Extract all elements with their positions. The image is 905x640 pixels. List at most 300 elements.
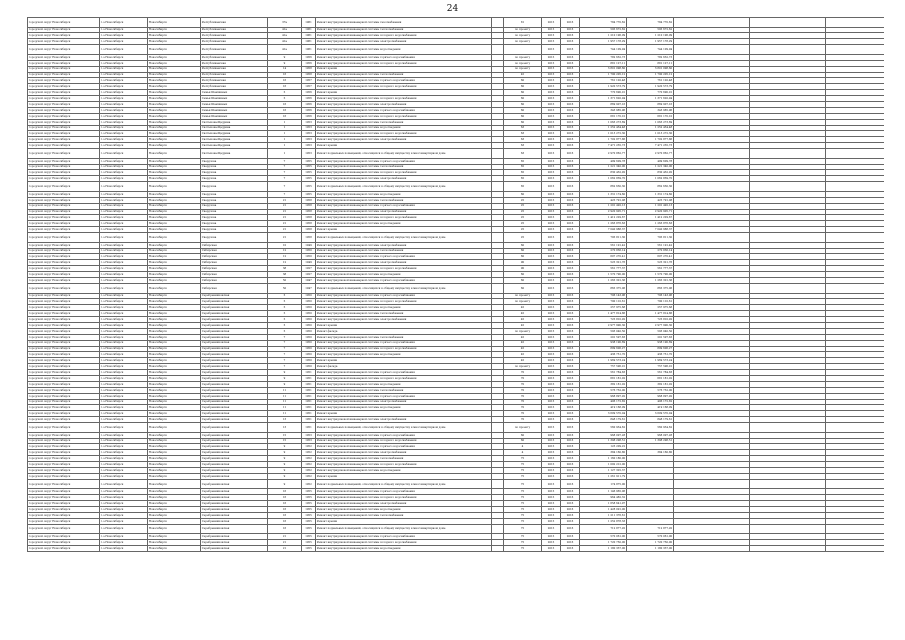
table-cell: 384 160,80 [627, 450, 674, 456]
table-cell [492, 18, 504, 28]
table-cell: городской округ Новосибирск [28, 311, 100, 317]
table-cell: 1950 [302, 317, 316, 323]
table-cell: 761 120,48 [627, 78, 674, 84]
table-cell: 561 784,83 [580, 370, 627, 376]
table-cell: Ремонт внутридомовой инженерной системы холодного водоснабжения [316, 96, 492, 102]
table-cell: 576 752,00 [627, 387, 674, 393]
table-cell: 7 040 988,37 [580, 227, 627, 233]
table-cell: Ремонт подвальных помещений, относящихся к общему имуществу в многоквартирном доме [316, 149, 492, 159]
table-cell: Ремонт подвальных помещений, относящихся к общему имуществу в многоквартирном доме [316, 182, 492, 192]
table-cell: Новосибирск [148, 444, 201, 450]
table-cell: городской округ Новосибирск [28, 444, 100, 450]
table-cell: Новосибирск [148, 352, 201, 358]
table-cell: 16 [268, 489, 302, 495]
table-cell: 1 062 839,70 [580, 176, 627, 182]
table-cell: 9 [268, 370, 302, 376]
table-cell: 2016 [561, 405, 580, 411]
table-cell: 1 720 750,00 [627, 540, 674, 546]
table-cell: 75 [504, 534, 542, 540]
table-cell: городской округ Новосибирск [28, 107, 100, 113]
table-cell: 869 907,16 [580, 101, 627, 107]
table-cell: 21 [268, 197, 302, 203]
table-cell: городской округ Новосибирск [28, 242, 100, 248]
table-cell: Ремонт внутридомовой инженерной системы горячего водоснабжения [316, 432, 492, 438]
table-cell: Серебренниковская [201, 358, 268, 364]
table-cell: 2 920 905,71 [627, 209, 674, 215]
table-cell: 1955 [302, 524, 316, 534]
table-cell: 75 [504, 524, 542, 534]
table-cell: 10 [268, 242, 302, 248]
table-cell: Ремонт внутридомовой инженерной системы электроснабжения [316, 399, 492, 405]
table-cell: г.о.Новосибирск [100, 479, 148, 489]
table-cell: 45 [504, 334, 542, 340]
table-cell: городской округ Новосибирск [28, 524, 100, 534]
table-cell: городской округ Новосибирск [28, 495, 100, 501]
table-cell: 25 [504, 197, 542, 203]
table-cell: 1927 [302, 266, 316, 272]
table-cell: 41а [268, 39, 302, 45]
table-cell: 37а [268, 18, 302, 28]
table-cell: 2015 [542, 221, 561, 227]
table-cell: городской округ Новосибирск [28, 423, 100, 433]
table-cell [674, 283, 750, 293]
table-cell: г.о.Новосибирск [100, 524, 148, 534]
table-cell: 1961 [302, 39, 316, 45]
table-cell [826, 423, 885, 433]
table-cell: 2016 [561, 66, 580, 72]
table-cell: 2016 [561, 283, 580, 293]
table-cell: Свердлова [201, 227, 268, 233]
table-cell: Новосибирск [148, 524, 201, 534]
table-cell: 2015 [542, 27, 561, 33]
table-cell: 2015 [542, 60, 561, 66]
table-cell: 2016 [561, 248, 580, 254]
table-cell: 968 097,28 [580, 432, 627, 438]
table-cell: г.о.Новосибирск [100, 417, 148, 423]
table-cell: городской округ Новосибирск [28, 540, 100, 546]
table-cell: Новосибирск [148, 432, 201, 438]
table-cell: 2015 [542, 468, 561, 474]
table-cell: Новосибирск [148, 107, 201, 113]
table-cell: 1952 [302, 456, 316, 462]
table-cell: 174 875,00 [580, 479, 627, 489]
table-cell: Новосибирск [148, 60, 201, 66]
table-cell: 21 [268, 215, 302, 221]
table-cell: г.о.Новосибирск [100, 54, 148, 60]
table-cell [492, 524, 504, 534]
table-cell: 38 [268, 272, 302, 278]
table-cell: 2015 [542, 438, 561, 444]
table-cell: 2015 [542, 125, 561, 131]
table-cell: 2015 [542, 305, 561, 311]
table-cell: 70 [504, 399, 542, 405]
table-cell: Новосибирск [148, 78, 201, 84]
table-cell: Новосибирск [148, 101, 201, 107]
table-cell: 2015 [542, 450, 561, 456]
table-cell: 60 [504, 272, 542, 278]
table-cell: Сибирская [201, 266, 268, 272]
table-cell: 1 790 205,12 [627, 72, 674, 78]
table-cell: 60 [504, 101, 542, 107]
table-cell: Свердлова [201, 215, 268, 221]
table-cell: 2016 [561, 266, 580, 272]
table-cell: г.о.Новосибирск [100, 512, 148, 518]
table-cell: г.о.Новосибирск [100, 233, 148, 243]
table-cell: 2015 [542, 278, 561, 284]
table-cell: Ремонт подвальных помещений, относящихся к общему имуществу в многоквартирном доме [316, 283, 492, 293]
table-cell: 1 969 573,24 [580, 358, 627, 364]
table-cell: 2015 [542, 346, 561, 352]
table-cell: Салтыкова-Щедрина [201, 131, 268, 137]
table-cell: 2016 [561, 322, 580, 328]
table-cell: 60 [504, 254, 542, 260]
table-cell: Сибирская [201, 278, 268, 284]
table-cell: 21 [268, 227, 302, 233]
table-cell: 782 632,73 [580, 54, 627, 60]
table-row [28, 149, 885, 159]
table-cell: Ремонт внутридомовой инженерной системы водоотведения [316, 305, 492, 311]
table-cell [492, 45, 504, 55]
table-cell: 2015 [542, 540, 561, 546]
table-cell: по проекту [504, 27, 542, 33]
table-cell: городской округ Новосибирск [28, 387, 100, 393]
table-cell: 1 263 876,63 [627, 221, 674, 227]
table-cell: 830 432,92 [580, 170, 627, 176]
table-cell: 576 752,00 [580, 387, 627, 393]
table-cell: 1952 [302, 462, 316, 468]
table-cell: Новосибирск [148, 534, 201, 540]
table-cell: 45 [504, 72, 542, 78]
table-cell: 65 [504, 170, 542, 176]
table-cell: г.о.Новосибирск [100, 352, 148, 358]
table-cell: г.о.Новосибирск [100, 248, 148, 254]
table-cell: Новосибирск [148, 358, 201, 364]
table-cell: г.о.Новосибирск [100, 283, 148, 293]
table-cell: 1 [268, 131, 302, 137]
table-cell: 2015 [542, 393, 561, 399]
table-cell: г.о.Новосибирск [100, 322, 148, 328]
table-cell: 1 658 641,97 [580, 501, 627, 507]
table-cell: 2016 [561, 227, 580, 233]
table-cell: 1 398 298,51 [627, 438, 674, 444]
table-cell: 70 [504, 417, 542, 423]
table-cell: 1927 [302, 272, 316, 278]
table-cell: 607 270,41 [580, 254, 627, 260]
table-cell: 21 [268, 221, 302, 227]
table-cell: Республиканская [201, 45, 268, 55]
table-cell: 2015 [542, 54, 561, 60]
table-cell: 2016 [561, 18, 580, 28]
table-cell: Ремонт внутридомовой инженерной системы холодного водоснабжения [316, 215, 492, 221]
table-cell: городской округ Новосибирск [28, 254, 100, 260]
table-cell: Свердлова [201, 182, 268, 192]
table-cell: 2015 [542, 242, 561, 248]
table-cell: Новосибирск [148, 473, 201, 479]
table-cell: 1 291 492,13 [627, 203, 674, 209]
table-cell: г.о.Новосибирск [100, 266, 148, 272]
table-cell: 7 [268, 176, 302, 182]
table-cell: 1956 [302, 113, 316, 119]
table-cell: городской округ Новосибирск [28, 84, 100, 90]
table-cell: 2016 [561, 164, 580, 170]
table-cell: Новосибирск [148, 512, 201, 518]
table-cell: городской округ Новосибирск [28, 158, 100, 164]
table-cell: Новосибирск [148, 272, 201, 278]
table-cell: 2015 [542, 33, 561, 39]
table-cell: 382 181,02 [627, 381, 674, 387]
table-cell: Ремонт подвальных помещений, относящихся к общему имуществу в многоквартирном доме [316, 233, 492, 243]
table-cell: 2016 [561, 119, 580, 125]
table-cell: 1955 [302, 176, 316, 182]
table-cell: 2015 [542, 137, 561, 143]
table-cell: Новосибирск [148, 125, 201, 131]
table-cell: Республиканская [201, 66, 268, 72]
table-cell: 1956 [302, 60, 316, 66]
table-cell: 21 [268, 209, 302, 215]
table-cell: 1947 [302, 283, 316, 293]
table-cell: 13 [268, 417, 302, 423]
table-cell: 1956 [302, 96, 316, 102]
table-cell: Свердлова [201, 209, 268, 215]
table-cell [674, 524, 750, 534]
table-cell: Республиканская [201, 84, 268, 90]
table-cell: Серебренниковская [201, 518, 268, 524]
table-cell: 50 [268, 278, 302, 284]
table-cell: городской округ Новосибирск [28, 27, 100, 33]
table-cell: Серебренниковская [201, 311, 268, 317]
table-cell: 2015 [542, 432, 561, 438]
table-cell: г.о.Новосибирск [100, 60, 148, 66]
table-cell: по проекту [504, 66, 542, 72]
table-cell: Ремонт внутридомовой инженерной системы холодного водоснабжения [316, 375, 492, 381]
table-cell: 15 [268, 438, 302, 444]
table-cell: 1953 [302, 125, 316, 131]
table-cell: г.о.Новосибирск [100, 254, 148, 260]
table-cell: 75 [504, 518, 542, 524]
table-cell: 1 412 229,67 [580, 215, 627, 221]
table-cell: г.о.Новосибирск [100, 272, 148, 278]
table-cell: 848 179,61 [580, 417, 627, 423]
table-cell: 50 [268, 283, 302, 293]
table-cell: 2016 [561, 125, 580, 131]
table-cell: 2015 [542, 501, 561, 507]
table-cell: Ремонт внутридомовой инженерной системы водоотведения [316, 191, 492, 197]
table-cell: г.о.Новосибирск [100, 119, 148, 125]
table-cell: 2015 [542, 39, 561, 45]
table-cell: 4 [504, 444, 542, 450]
table-cell: городской округ Новосибирск [28, 72, 100, 78]
table-cell: Новосибирск [148, 423, 201, 433]
table-cell: 1 331 174,60 [580, 191, 627, 197]
table-cell: Ремонт внутридомовой инженерной системы горячего водоснабжения [316, 340, 492, 346]
table-cell: Новосибирск [148, 90, 201, 96]
table-cell: 2015 [542, 358, 561, 364]
table-cell [674, 479, 750, 489]
table-row [28, 18, 885, 28]
table-cell: 60 [504, 119, 542, 125]
table-cell: 63 [504, 137, 542, 143]
table-cell: Ремонт внутридомовой инженерной системы горячего водоснабжения [316, 203, 492, 209]
table-cell: Сибирская [201, 248, 268, 254]
table-cell: 384 160,80 [580, 450, 627, 456]
table-cell: г.о.Новосибирск [100, 456, 148, 462]
table-cell: 2016 [561, 346, 580, 352]
table-cell: 784 770,62 [580, 18, 627, 28]
table-cell: 1 210 196,09 [580, 33, 627, 39]
table-cell: Новосибирск [148, 170, 201, 176]
table-cell: Новосибирск [148, 143, 201, 149]
table-cell: г.о.Новосибирск [100, 334, 148, 340]
table-cell: Новосибирск [148, 328, 201, 334]
table-cell: 75 [504, 512, 542, 518]
table-cell: 5 [268, 317, 302, 323]
table-cell: 406 172,82 [580, 399, 627, 405]
table-cell: 2016 [561, 191, 580, 197]
table-cell: Новосибирск [148, 501, 201, 507]
table-cell: 795 811,30 [580, 233, 627, 243]
table-cell: 9 [268, 444, 302, 450]
table-cell: 60 [504, 278, 542, 284]
table-cell: 81 [504, 18, 542, 28]
table-cell: 406 172,82 [627, 399, 674, 405]
table-cell: Серебренниковская [201, 381, 268, 387]
table-cell: 12 [268, 248, 302, 254]
table-cell: 1 428 091,00 [580, 507, 627, 513]
table-cell: 75 [504, 495, 542, 501]
table-cell: 12 [268, 260, 302, 266]
table-cell: 123 209,22 [580, 444, 627, 450]
table-cell: Серебренниковская [201, 411, 268, 417]
table-cell: 1955 [302, 507, 316, 513]
table-cell: 2015 [542, 72, 561, 78]
table-cell: 63 [504, 131, 542, 137]
table-cell: 4 [504, 450, 542, 456]
table-cell: Новосибирск [148, 203, 201, 209]
table-cell: Ремонт внутридомовой инженерной системы водоотведения [316, 507, 492, 513]
table-cell [627, 479, 674, 489]
table-cell: г.о.Новосибирск [100, 227, 148, 233]
table-cell: Серебренниковская [201, 438, 268, 444]
table-cell: 2015 [542, 170, 561, 176]
table-cell: г.о.Новосибирск [100, 158, 148, 164]
table-cell: г.о.Новосибирск [100, 381, 148, 387]
table-cell: 725 810,92 [627, 317, 674, 323]
table-cell: 2015 [542, 456, 561, 462]
table-cell: 2015 [542, 299, 561, 305]
table-cell: 41а [268, 27, 302, 33]
table-cell [492, 283, 504, 293]
table-cell: Ремонт крыши [316, 90, 492, 96]
table-cell: 70 [504, 411, 542, 417]
table-cell: г.о.Новосибирск [100, 96, 148, 102]
table-cell: Ремонт крыши [316, 358, 492, 364]
table-cell: 1958 [302, 203, 316, 209]
table-cell: Ремонт внутридомовой инженерной системы теплоснабжения [316, 512, 492, 518]
table-cell: Новосибирск [148, 39, 201, 45]
table-cell: г.о.Новосибирск [100, 197, 148, 203]
table-cell: Семьи Шамшиных [201, 96, 268, 102]
table-cell: 9 [268, 60, 302, 66]
table-cell: Новосибирск [148, 131, 201, 137]
table-cell: городской округ Новосибирск [28, 399, 100, 405]
table-cell: городской округ Новосибирск [28, 393, 100, 399]
table-cell: 1950 [302, 364, 316, 370]
table-cell: городской округ Новосибирск [28, 176, 100, 182]
table-cell: 7 [268, 334, 302, 340]
table-cell: городской округ Новосибирск [28, 450, 100, 456]
table-cell: 1950 [302, 340, 316, 346]
table-cell: Семьи Шамшиных [201, 101, 268, 107]
table-cell: 1 398 298,51 [580, 438, 627, 444]
table-cell: 60 [504, 438, 542, 444]
table-cell: городской округ Новосибирск [28, 489, 100, 495]
table-cell: 2016 [561, 84, 580, 90]
table-cell: 2015 [542, 66, 561, 72]
table-cell: г.о.Новосибирск [100, 27, 148, 33]
table-cell [492, 182, 504, 192]
table-cell: г.о.Новосибирск [100, 375, 148, 381]
table-cell: 9 [268, 450, 302, 456]
table-cell: городской округ Новосибирск [28, 125, 100, 131]
table-cell: 1 063 273,69 [627, 119, 674, 125]
table-cell: г.о.Новосибирск [100, 540, 148, 546]
table-cell: г.о.Новосибирск [100, 66, 148, 72]
table-cell: 1957 [302, 84, 316, 90]
table-cell: 1953 [302, 438, 316, 444]
table-cell: 1955 [302, 164, 316, 170]
table-cell: Ремонт внутридомовой инженерной системы водоотведения [316, 405, 492, 411]
table-cell: по проекту [504, 54, 542, 60]
table-cell [750, 182, 826, 192]
table-cell: г.о.Новосибирск [100, 358, 148, 364]
table-cell: 1955 [302, 191, 316, 197]
table-cell: Новосибирск [148, 45, 201, 55]
table-cell: Серебренниковская [201, 524, 268, 534]
table-cell: Серебренниковская [201, 346, 268, 352]
table-cell: 2016 [561, 60, 580, 66]
table-cell: 5 [268, 299, 302, 305]
table-cell: 2015 [542, 45, 561, 55]
table-row [28, 283, 885, 293]
table-cell: г.о.Новосибирск [100, 18, 148, 28]
table-cell: Новосибирск [148, 450, 201, 456]
table-cell: 1 252 434,48 [580, 125, 627, 131]
table-cell: г.о.Новосибирск [100, 364, 148, 370]
table-cell: 2016 [561, 473, 580, 479]
table-cell: Новосибирск [148, 375, 201, 381]
table-cell: г.о.Новосибирск [100, 90, 148, 96]
table-cell: 90 [504, 260, 542, 266]
table-cell: 1956 [302, 90, 316, 96]
table-cell: 1950 [302, 305, 316, 311]
table-cell: городской округ Новосибирск [28, 197, 100, 203]
table-cell: Новосибирск [148, 164, 201, 170]
table-cell: 2016 [561, 149, 580, 159]
table-cell: Новосибирск [148, 340, 201, 346]
table-cell: 2016 [561, 462, 580, 468]
table-cell: 2016 [561, 137, 580, 143]
table-cell: Свердлова [201, 221, 268, 227]
table-cell: 419 168,09 [580, 405, 627, 411]
table-cell: 1956 [302, 54, 316, 60]
table-cell: 2015 [542, 143, 561, 149]
table-cell: 2015 [542, 283, 561, 293]
table-cell: Новосибирск [148, 495, 201, 501]
table-cell: 2015 [542, 311, 561, 317]
table-cell [750, 18, 826, 28]
table-cell: 1950 [302, 328, 316, 334]
table-cell: Серебренниковская [201, 534, 268, 540]
